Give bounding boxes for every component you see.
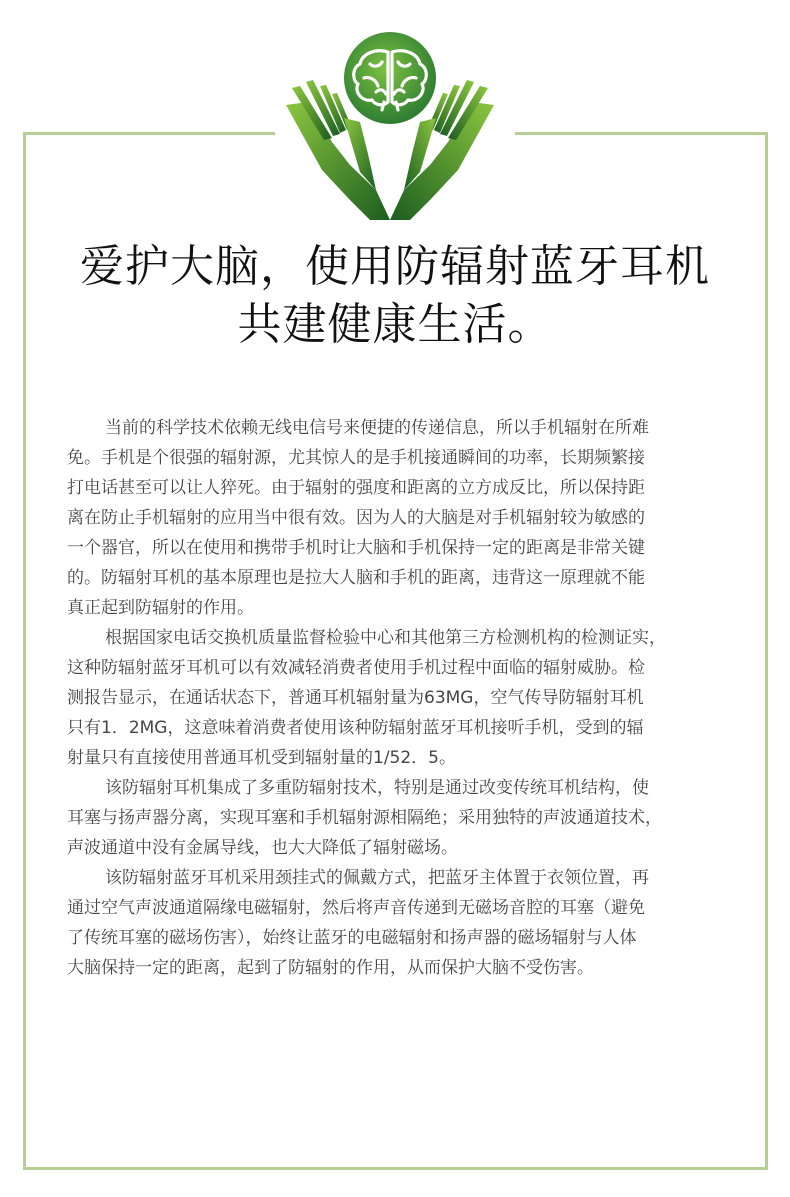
text-line: 射量只有直接使用普通耳机受到辐射量的1/52．5。	[67, 748, 456, 768]
headline-line-1: 爱护大脑，使用防辐射蓝牙耳机	[80, 241, 710, 292]
headline	[40, 238, 750, 354]
text-line: 只有1．2MG，这意味着消费者使用该种防辐射蓝牙耳机接听手机，受到的辐	[67, 718, 644, 738]
text-line: 了传统耳塞的磁场伤害），始终让蓝牙的电磁辐射和扬声器的磁场辐射与人体	[67, 928, 637, 948]
text-line: 测报告显示，在通话状态下，普通耳机辐射量为63MG，空气传导防辐射耳机	[67, 688, 644, 708]
text-line: 这种防辐射蓝牙耳机可以有效减轻消费者使用手机过程中面临的辐射威胁。检	[67, 658, 645, 678]
headline-line-2: 共建健康生活。	[237, 299, 553, 350]
text-line: 该防辐射耳机集成了多重防辐射技术，特别是通过改变传统耳机结构，使	[105, 778, 649, 798]
text-line: 的。防辐射耳机的基本原理也是拉大人脑和手机的距离，违背这一原理就不能	[67, 568, 645, 588]
text-line: 打电话甚至可以让人猝死。由于辐射的强度和距离的立方成反比，所以保持距	[67, 478, 645, 498]
text-line: 一个器官，所以在使用和携带手机时让大脑和手机保持一定的距离是非常关键	[67, 538, 645, 558]
paragraph-4	[67, 863, 727, 983]
text-line: 真正起到防辐射的作用。	[67, 598, 254, 618]
brain-in-hands-icon	[280, 30, 500, 222]
text-line: 离在防止手机辐射的应用当中很有效。因为人的大脑是对手机辐射较为敏感的	[67, 508, 645, 528]
text-line: 耳塞与扬声器分离，实现耳塞和手机辐射源相隔绝；采用独特的声波通道技术，	[67, 808, 662, 828]
text-line: 当前的科学技术依赖无线电信号来便捷的传递信息，所以手机辐射在所难	[105, 418, 649, 438]
text-line: 通过空气声波通道隔缘电磁辐射，然后将声音传递到无磁场音腔的耳塞（避免	[67, 898, 645, 918]
text-line: 声波通道中没有金属导线，也大大降低了辐射磁场。	[67, 838, 458, 858]
paragraph-3	[67, 773, 727, 863]
paragraph-2	[67, 623, 727, 773]
article-body	[67, 413, 727, 983]
paragraph-1	[67, 413, 727, 623]
text-line: 该防辐射蓝牙耳机采用颈挂式的佩戴方式，把蓝牙主体置于衣领位置，再	[105, 868, 649, 888]
text-line: 大脑保持一定的距离，起到了防辐射的作用，从而保护大脑不受伤害。	[67, 958, 594, 978]
text-line: 根据国家电话交换机质量监督检验中心和其他第三方检测机构的检测证实，	[105, 628, 666, 648]
text-line: 免。手机是个很强的辐射源，尤其惊人的是手机接通瞬间的功率，长期频繁接	[67, 448, 645, 468]
brain-circle	[344, 32, 436, 124]
